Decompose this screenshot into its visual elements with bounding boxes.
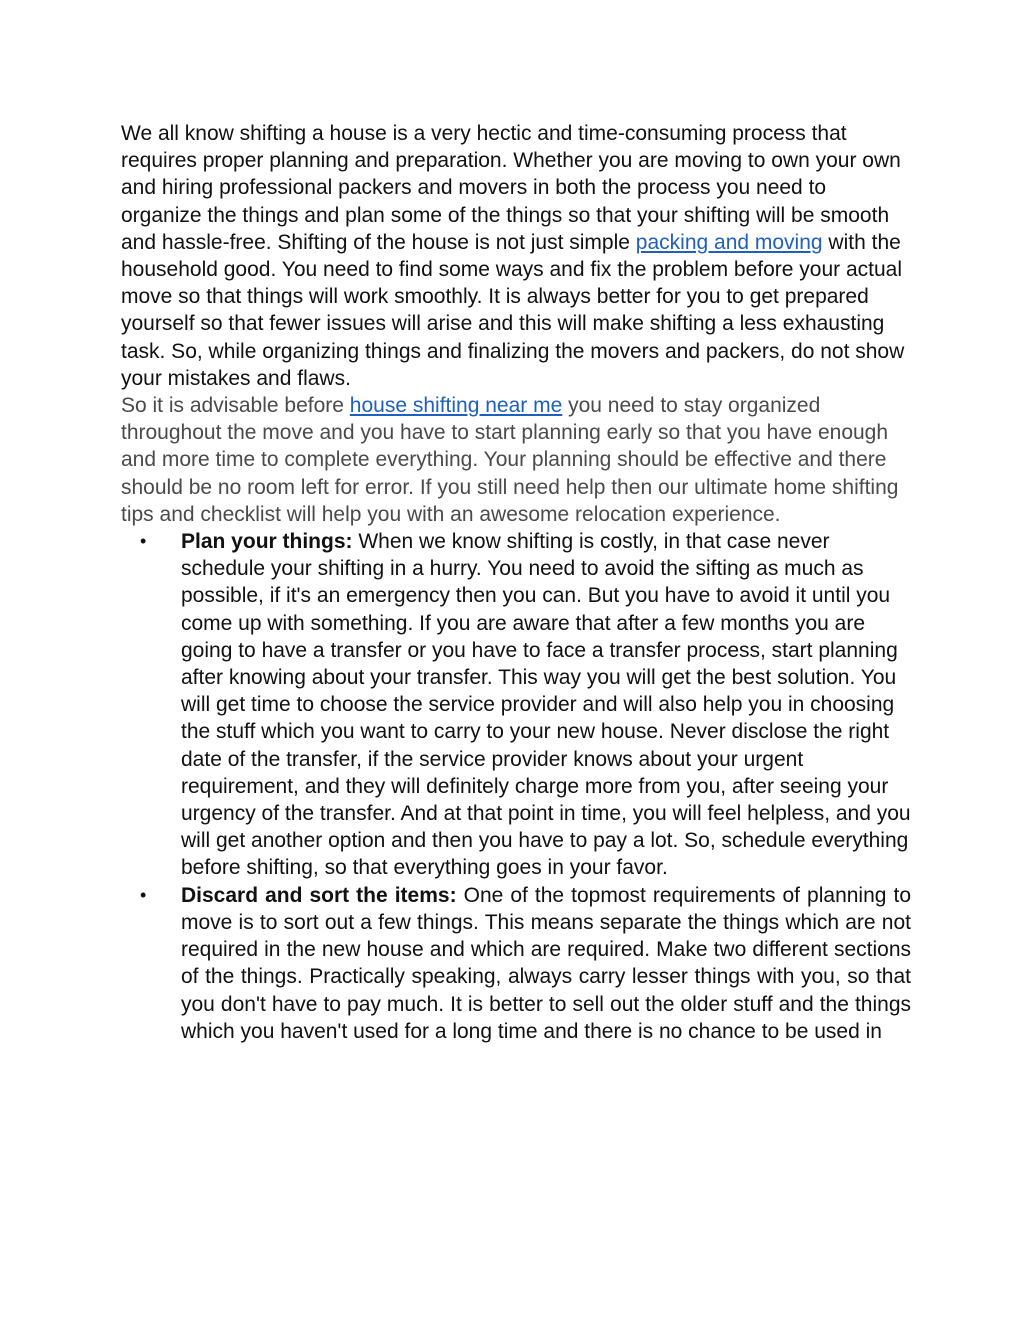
- bullet-icon: •: [140, 884, 147, 905]
- intro-text-end: with the household good. You need to find some ways and fix the problem before your actual move so that things will work smoothly. It is always better for you to get prepared yourself so that fewer issues will arise and this will make shifting a less exhausting task. So, while organizing things and finalizing the movers and packers, do not show your mistakes and flaws.: [121, 230, 905, 390]
- tip-title: Discard and sort the items:: [181, 883, 457, 907]
- tip-body: When we know shifting is costly, in that case never schedule your shifting in a hurry. You need to avoid the sifting as much as possible, if it's an emergency then you can. But you have to avoid it until you come up with something. If you are aware that after a few months you are going to have a transfer or you have to face a transfer process, start planning after knowing about your transfer. This way you will get the best solution. You will get time to choose the service provider and will also help you in choosing the stuff which you want to carry to your new house. Never disclose the right date of the transfer, if the service provider knows about your urgent requirement, and they will definitely charge more from you, after seeing your urgency of the transfer. And at that point in time, you will feel helpless, and you will get another option and then you have to pay a lot. So, schedule everything before shifting, so that everything goes in your favor.: [181, 530, 911, 880]
- tip-content: [181, 530, 911, 879]
- intro-text-start: We all know shifting a house is a very hectic and time-consuming process that requires proper planning and preparation. Whether you are moving to own your own and hiring professional packers and movers in both the process you need to organize the things and plan some of the things so that your shifting will be smooth and hassle-free. Shifting of the house is not just simple: [121, 122, 901, 254]
- packing-and-moving-link[interactable]: packing and moving: [635, 230, 823, 254]
- tip-title: Plan your things:: [181, 530, 353, 554]
- tip-content: [181, 882, 911, 1045]
- document-page: [121, 120, 911, 1045]
- tip-body: One of the topmost requirements of planning to move is to sort out a few things. This means separate the things which are not required in the new house and which are required. Make two different sections of the things. Practically speaking, always carry lesser things with you, so that you don't have to pay much. It is better to sell out the older stuff and the things which you haven't used for a long time and there is no chance to be used in: [181, 883, 912, 1043]
- house-shifting-near-me-link[interactable]: house shifting near me: [349, 394, 563, 418]
- advice-text-end: you need to stay organized throughout the move and you have to start planning early so that you have enough and more time to complete everything. Your planning should be effective and there should be no room left for error. If you still need help then our ultimate home shifting tips and checklist will help you with an awesome relocation experience.: [121, 394, 899, 526]
- list-item-discard-and-sort: [121, 882, 911, 1045]
- advice-paragraph: [121, 392, 911, 528]
- list-item-plan-your-things: [121, 528, 911, 882]
- intro-paragraph: [121, 120, 911, 392]
- tips-list: [121, 528, 911, 1045]
- bullet-icon: •: [140, 531, 147, 552]
- advice-text-start: So it is advisable before: [121, 394, 350, 418]
